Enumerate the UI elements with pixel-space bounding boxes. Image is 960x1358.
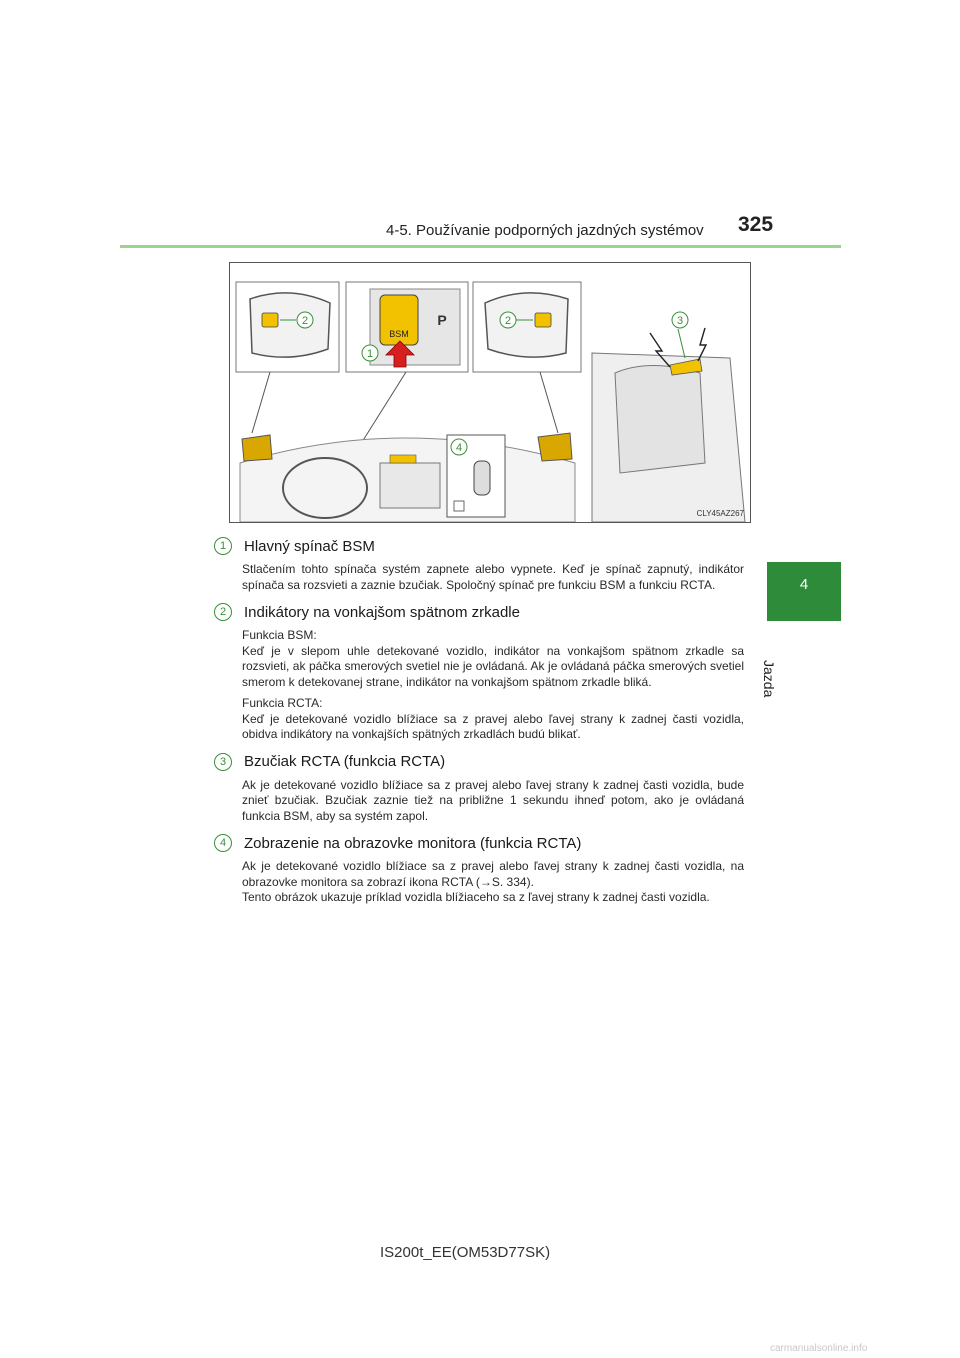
park-assist-label: P [437, 312, 447, 328]
item-title: Zobrazenie na obrazovke monitora (funkcia RCTA) [244, 834, 582, 852]
watermark: carmanualsonline.info [770, 1343, 868, 1354]
bsm-switch-label: BSM [389, 329, 409, 339]
callout-2-left-label: 2 [301, 315, 309, 327]
item-paragraph: Keď je detekované vozidlo blížiace sa z pravej alebo ľavej strany k zadnej časti vozidla, obidva indikátory na vonkajších spätných zrkadlách budú blikať. [242, 711, 744, 741]
callout-1-label: 1 [366, 348, 374, 360]
left-mirror-indicator-icon [262, 313, 278, 327]
right-mirror-indicator-icon [535, 313, 551, 327]
item-number-badge: 4 [214, 834, 232, 852]
item-title: Indikátory na vonkajšom spätnom zrkadle [244, 603, 520, 621]
item-paragraph: Funkcia RCTA: [242, 696, 323, 710]
callout-2-right-label: 2 [504, 315, 512, 327]
right-mirror-glass [485, 293, 568, 357]
chapter-tab[interactable]: 4 [767, 562, 841, 621]
left-door-mirror [242, 435, 272, 461]
header-divider [120, 245, 841, 248]
list-item [214, 603, 744, 743]
section-header: 4-5. Používanie podporných jazdných systémov [386, 222, 704, 239]
right-door-mirror [538, 433, 572, 461]
vehicle-top-icon [474, 461, 490, 495]
callout-3-label: 3 [676, 315, 684, 327]
item-paragraph: Ak je detekované vozidlo blížiace sa z pravej alebo ľavej strany k zadnej časti vozidla, na obrazovke monitora sa zobrazí ikona RCTA (→S. 334). [242, 859, 744, 889]
list-item [214, 834, 744, 906]
item-paragraph: Stlačením tohto spínača systém zapnete alebo vypnete. Keď je spínač zapnutý, indikátor spínača sa rozsvieti a zaznie bzučiak. Spoločný spínač pre funkciu BSM a funkciu RCTA. [242, 562, 744, 592]
item-number-badge: 3 [214, 753, 232, 771]
item-title: Bzučiak RCTA (funkcia RCTA) [244, 753, 446, 770]
image-code: CLY45AZ267 [696, 509, 744, 518]
chapter-title: Jazda [761, 660, 777, 698]
item-paragraph: Keď je v slepom uhle detekované vozidlo, indikátor na vonkajšom spätnom zrkadle sa rozsvieti, ak páčka smerových svetiel nie je ovládaná. Ak je ovládaná páčka smerových svetiel smerom k detekovanej strane, indikátor na vonkajšom spätnom zrkadle bliká. [242, 643, 744, 689]
bsm-illustration [229, 262, 751, 523]
page-number: 325 [738, 213, 774, 236]
list-item [214, 537, 744, 593]
bsm-diagram [230, 263, 750, 522]
item-number-badge: 2 [214, 603, 232, 621]
item-number-badge: 1 [214, 537, 232, 555]
callout-4-label: 4 [455, 442, 463, 454]
item-paragraph: Tento obrázok ukazuje príklad vozidla blížiaceho sa z ľavej strany k zadnej časti vozidla. [242, 890, 710, 904]
document-code: IS200t_EE(OM53D77SK) [380, 1244, 551, 1261]
item-title: Hlavný spínač BSM [244, 537, 375, 555]
item-paragraph: Funkcia BSM: [242, 628, 317, 642]
list-item [214, 753, 744, 825]
rear-seat-back [615, 366, 705, 474]
item-paragraph: Ak je detekované vozidlo blížiace sa z pravej alebo ľavej strany k zadnej časti vozidla, bude znieť bzučiak. Bzučiak zaznie tiež na približne 1 sekundu ihneď potom, ako je ovládaná funkcia BSM, aby sa systém zapol. [242, 777, 744, 823]
item-list [214, 537, 744, 916]
